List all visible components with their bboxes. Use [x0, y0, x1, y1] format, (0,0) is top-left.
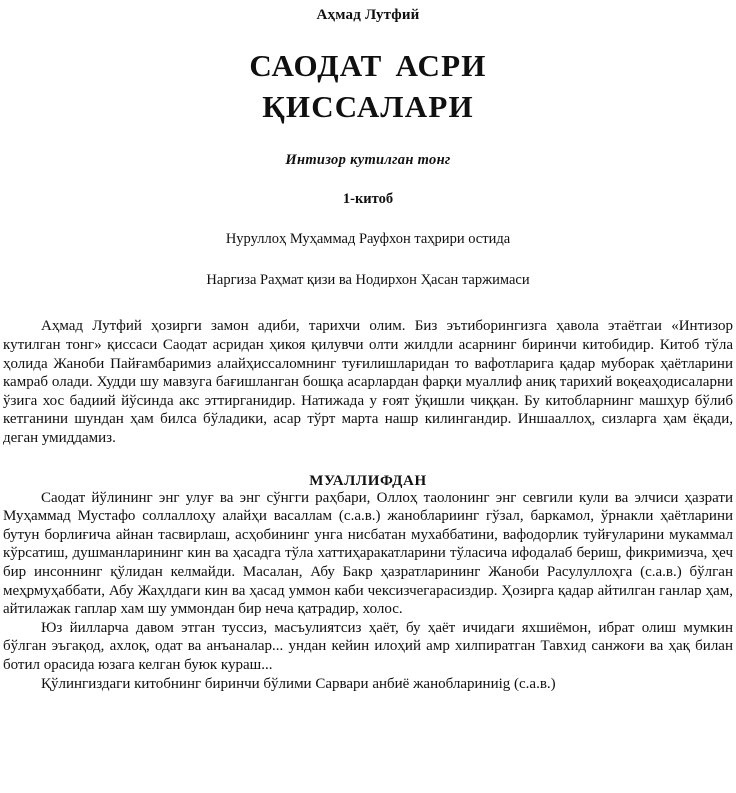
- series-subtitle: Интизор кутилган тонг: [285, 152, 451, 169]
- book-title-line-2: ҚИССАЛАРИ: [262, 89, 474, 125]
- translator-credit: Наргиза Раҳмат қизи ва Нодирхон Ҳасан таржимаси: [206, 271, 530, 288]
- section-heading-muallifdan: МУАЛЛИФДАН: [309, 472, 427, 489]
- front-matter: [3, 0, 733, 287]
- author-name: Аҳмад Лутфий: [316, 7, 420, 23]
- author-note-paragraph-1: Саодат йўлининг энг улуғ ва энг сўнгги раҳбари, Оллоҳ таолонинг энг севгили кули ва элчиси ҳазрати Муҳаммад Мустафо соллаллоҳу алайҳи васаллам (с.а.в.) жаноблариинг гўзал, баркамол, ўрнакли ҳаётларини бутун борлиғича айнан тасвирлаш, асҳобининг унга нисбатан мухаббатини, вафодорлик туйғуларини мукаммал кўрсатиш, душманларининг кин ва ҳасадга тўла хаттиҳаракатларини тўласича ифодалаб бериш, фикримизча, ҳеч бир инсоннинг қўлидан келмайди. Масалан, Абу Бакр ҳазратларининг Жаноби Расулуллоҳга (с.а.в.) бўлган меҳрмуҳаббати, Абу Жаҳлдаги кин ва ҳасад уммон каби чексизчегарасиздир. Ҳозирга қадар айтилган ганлар ҳам, айтилажак гаплар хам шу уммондан бир неча қатрадир, холос.: [3, 489, 733, 618]
- book-title-line-1: САОДАТ АСРИ: [249, 48, 487, 83]
- page-title: [3, 45, 733, 127]
- body-text: [3, 317, 733, 693]
- author-note-paragraph-2: Юз йилларча давом этган туссиз, масъулиятсиз ҳаёт, бу ҳаёт ичидаги яхшиёмон, ибрат олиш мумкин бўлган эъгақод, ахлоқ, одат ва анъаналар... ундан кейин илоҳий амр хилпиратган Тавхид санжоғи ва ҳақ билан ботил орасида юзага келган буюк кураш...: [3, 619, 733, 673]
- editor-credit: Нуруллоҳ Муҳаммад Рауфхон таҳрири остида: [225, 231, 511, 248]
- intro-paragraph: Аҳмад Лутфий ҳозирги замон адиби, тарихчи олим. Биз эътиборингизга ҳавола этаётгаи «Интизор кутилган тонг» қиссаси Саодат асридан ҳикоя қилувчи олти жилдли асарнинг биринчи китобидир. Китоб тўла ҳолида Жаноби Пайғамбаримиз алайҳиссаломнинг туғилишларидан то вафотларига қадар муборак ҳаётларини камраб олади. Худди шу мавзуга бағишланган бошқа асарлардан фарқи муаллиф аниқ тарихий воқеаҳодисаларни ўзига хос бадиий йўсинда акс эттирганидир. Натижада у ғоят ўқишли чиққан. Бу китобларнинг машҳур бўлиб кетганини шундан ҳам билса бўладики, асар тўрт марта нашр килингандир. Иншааллоҳ, сизларга ҳам ёқади, деган умиддамиз.: [3, 318, 733, 446]
- book-number: 1-китоб: [342, 190, 394, 207]
- author-note-paragraph-3: Қўлингиздаги китобнинг биринчи бўлими Сарвари анбиё жаноблариниig (с.а.в.): [41, 675, 556, 692]
